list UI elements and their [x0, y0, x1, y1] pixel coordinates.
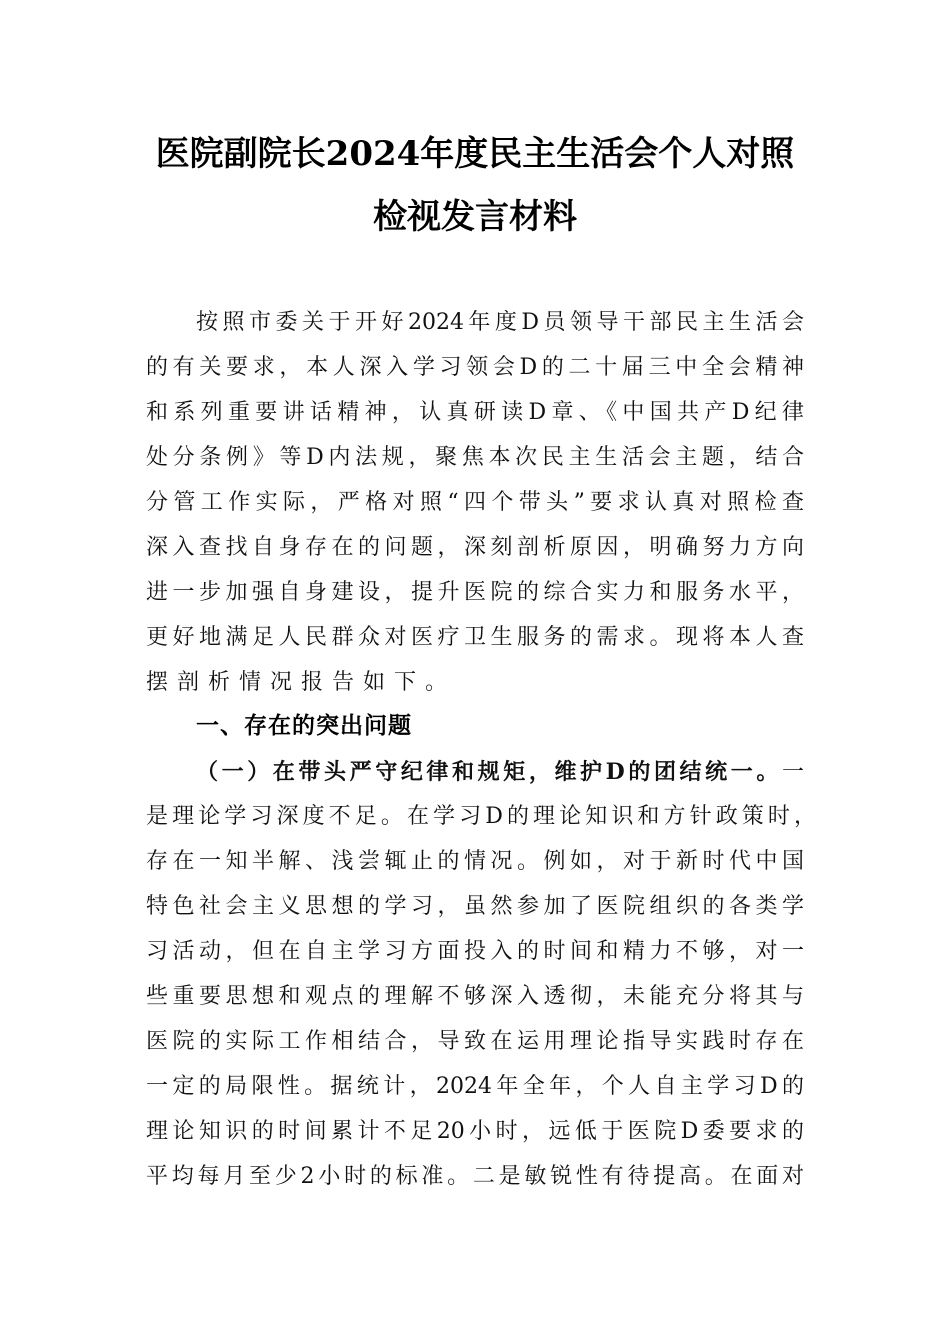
body-line: 习活动，但在自主学习方面投入的时间和精力不够，对一 — [146, 939, 804, 964]
body-line: 是理论学习深度不足。在学习D的理论知识和方针政策时， — [146, 804, 816, 829]
body-line: 一定的局限性。据统计，2024年全年，个人自主学习D的 — [146, 1074, 804, 1099]
intro-line: 处分条例》等D内法规，聚焦本次民主生活会主题，结合 — [146, 445, 804, 470]
body-line: 些重要思想和观点的理解不够深入透彻，未能充分将其与 — [146, 984, 804, 1009]
intro-line: 和系列重要讲话精神，认真研读D章、《中国共产D纪律 — [146, 400, 804, 425]
subsection-heading: （一）在带头严守纪律和规矩，维护D的团结统一。 — [196, 759, 782, 785]
intro-line: 更好地满足人民群众对医疗卫生服务的需求。现将本人查 — [146, 625, 804, 650]
intro-line: 的有关要求，本人深入学习领会D的二十届三中全会精神 — [146, 355, 804, 380]
intro-line: 进一步加强自身建设，提升医院的综合实力和服务水平， — [146, 580, 804, 605]
document-title-line-1: 医院副院长2024年度民主生活会个人对照 — [155, 134, 795, 174]
intro-line: 分管工作实际，严格对照“四个带头”要求认真对照检查 — [146, 490, 804, 515]
subsection-lead-line — [196, 757, 804, 787]
intro-line: 摆剖析情况报告如下。 — [146, 670, 457, 695]
section-heading: 一、存在的突出问题 — [196, 713, 412, 739]
intro-line: 深入查找自身存在的问题，深刻剖析原因，明确努力方向 — [146, 535, 804, 560]
body-line: 理论知识的时间累计不足20小时，远低于医院D委要求的 — [146, 1119, 804, 1144]
body-line: 存在一知半解、浅尝辄止的情况。例如，对于新时代中国 — [146, 849, 804, 874]
body-line: 平均每月至少2小时的标准。二是敏锐性有待提高。在面对 — [146, 1164, 804, 1189]
body-line: 特色社会主义思想的学习，虽然参加了医院组织的各类学 — [146, 894, 804, 919]
subsection-lead-tail: 一 — [781, 760, 804, 785]
intro-line: 按照市委关于开好2024年度D员领导干部民主生活会 — [196, 310, 804, 335]
document-title-line-2: 检视发言材料 — [373, 197, 577, 237]
body-line: 医院的实际工作相结合，导致在运用理论指导实践时存在 — [146, 1029, 804, 1054]
